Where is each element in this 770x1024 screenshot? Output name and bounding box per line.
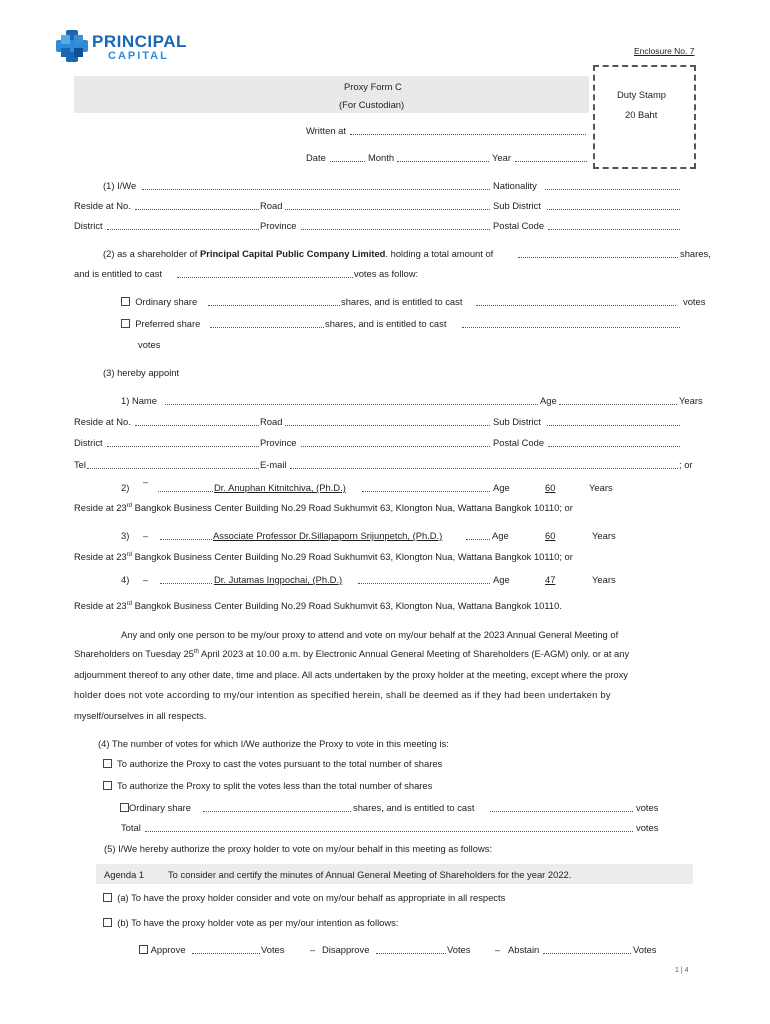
agenda-option-a: (a) To have the proxy holder consider and vote on my/our behalf as appropriate in all respects [103,892,505,903]
nationality-field[interactable] [545,189,680,190]
ordinary-share-row: Ordinary share [121,296,197,307]
logo-wordmark: PRINCIPAL [92,32,187,51]
ordinary-share-field[interactable] [208,305,340,306]
approve-row: Approve [139,944,186,955]
preferred-votes-field[interactable] [462,327,680,328]
road-label: Road [260,200,283,211]
option-a-checkbox[interactable] [103,893,112,902]
disapprove-label: Disapprove [322,944,370,955]
preferred-share-checkbox[interactable] [121,319,130,328]
disapprove-mark[interactable]: – [310,944,316,955]
split-ordinary-field[interactable] [203,811,351,812]
nationality-label: Nationality [493,180,537,191]
proxy2-age: 60 [545,482,556,493]
shares-label: shares, [680,248,711,259]
proxy1-age-field[interactable] [559,404,677,405]
proxy3-age-label: Age [492,530,509,541]
total-votes-label: votes [636,822,659,833]
preferred-share-row: Preferred share [121,318,200,329]
ordinary-entitled-label: shares, and is entitled to cast [341,296,463,307]
proxy3-address: Reside at 23rd Bangkok Business Center Building No.29 Road Sukhumvit 63, Klongton Nua, Wattana Bangkok 10110; or [74,551,573,562]
postal-code-label: Postal Code [493,220,545,231]
paragraph-line-5: myself/ourselves in all respects. [74,710,207,721]
split-ordinary-row: Ordinary share [120,802,191,813]
proxy1-district-label: District [74,437,103,448]
preferred-share-field[interactable] [210,327,324,328]
logo-subwordmark: CAPITAL [108,50,169,62]
proxy1-sub-district-label: Sub District [493,416,541,427]
proxy1-reside-label: Reside at No. [74,416,131,427]
sub-district-field[interactable] [547,209,680,210]
proxy1-postal-field[interactable] [548,446,680,447]
principal-logo-icon [54,28,90,64]
agenda-title: To consider and certify the minutes of Annual General Meeting of Shareholders for the year 2022. [168,869,572,880]
iwe-field[interactable] [142,189,490,190]
proxy4-age: 47 [545,574,556,585]
proxy3-years-label: Years [592,530,616,541]
proxy4-name-trail [358,583,490,584]
proxy1-age-label: Age [540,395,557,406]
road-field[interactable] [285,209,490,210]
proxy2-number: 2) [121,482,130,493]
appoint-label: (3) hereby appoint [103,367,180,378]
stamp-amount: 20 Baht [625,109,658,120]
district-label: District [74,220,103,231]
proxy4-name: Dr. Jutamas Ingpochai, (Ph.D.) [214,574,343,585]
authorize-total-checkbox[interactable] [103,759,112,768]
proxy2-age-label: Age [493,482,510,493]
disapprove-votes-label: Votes [447,944,471,955]
proxy1-email-field[interactable] [290,468,678,469]
agenda-label: Agenda 1 [104,869,145,880]
form-title: Proxy Form C [344,81,402,92]
paragraph-line-1: Any and only one person to be my/our proxy to attend and vote on my/our behalf at the 2023 Annual General Meeting of [121,629,619,640]
proxy4-checkbox-mark[interactable]: – [143,574,149,585]
entitled-label: and is entitled to cast [74,268,163,279]
month-field[interactable] [397,161,489,162]
proxy2-years-label: Years [589,482,613,493]
approve-checkbox[interactable] [139,945,148,954]
enclosure-label: Enclosure No. 7 [634,46,695,56]
proxy4-age-label: Age [493,574,510,585]
abstain-label: Abstain [508,944,540,955]
province-field[interactable] [301,229,490,230]
proxy2-name-trail [362,491,490,492]
proxy4-number: 4) [121,574,130,585]
proxy1-province-field[interactable] [301,446,490,447]
paragraph-line-4: holder does not vote according to my/our intention as specified herein, shall be deemed as if they had been undertaken by [74,689,611,700]
proxy2-checkbox-mark[interactable]: – [143,476,149,487]
preferred-entitled-label: shares, and is entitled to cast [325,318,447,329]
proxy3-age: 60 [545,530,556,541]
total-shares-field[interactable] [518,257,678,258]
proxy3-name: Associate Professor Dr.Sillapaporn Srijunpetch, (Ph.D.) [213,530,443,541]
proxy1-road-field[interactable] [285,425,490,426]
iwe-label: (1) I/We [103,180,137,191]
page-number: 1 | 4 [675,967,689,974]
ordinary-votes-label: votes [683,296,706,307]
proxy1-or-label: ; or [679,459,693,470]
shareholder-sentence: (2) as a shareholder of Principal Capital Public Company Limited. holding a total amount of [103,248,494,259]
total-field[interactable] [145,831,633,832]
section4-option2: To authorize the Proxy to split the votes less than the total number of shares [103,780,432,791]
authorize-split-checkbox[interactable] [103,781,112,790]
approve-votes-label: Votes [261,944,285,955]
section5-intro: (5) I/We hereby authorize the proxy holder to vote on my/our behalf in this meeting as follows: [104,843,493,854]
disapprove-votes-field[interactable] [376,953,446,954]
title-band [74,76,589,113]
split-entitled-label: shares, and is entitled to cast [353,802,475,813]
preferred-votes-label: votes [138,339,161,350]
approve-votes-field[interactable] [192,953,260,954]
entitled-votes-field[interactable] [177,277,353,278]
proxy1-province-label: Province [260,437,297,448]
proxy1-email-label: E-mail [260,459,287,470]
proxy1-name-label: 1) Name [121,395,157,406]
proxy1-tel-field[interactable] [87,468,259,469]
split-ordinary-checkbox[interactable] [120,803,129,812]
abstain-mark[interactable]: – [495,944,501,955]
abstain-votes-field[interactable] [543,953,631,954]
proxy1-sub-district-field[interactable] [547,425,680,426]
year-field[interactable] [515,161,587,162]
paragraph-line-3: adjournment thereof to any other date, time and place. All acts undertaken by the proxy holder at the meeting, except where the proxy [74,669,628,680]
section4-option1: To authorize the Proxy to cast the votes pursuant to the total number of shares [103,758,442,769]
proxy2-name-lead [158,491,213,492]
total-label: Total [121,822,141,833]
proxy1-tel-label: Tel [74,459,86,470]
agenda-option-b: (b) To have the proxy holder vote as per my/our intention as follows: [103,917,398,928]
province-label: Province [260,220,297,231]
month-label: Month [368,152,395,163]
ordinary-votes-field[interactable] [476,305,676,306]
form-subtitle: (For Custodian) [339,99,405,110]
option-b-checkbox[interactable] [103,918,112,927]
proxy1-road-label: Road [260,416,283,427]
date-field[interactable] [330,161,365,162]
proxy4-address: Reside at 23rd Bangkok Business Center Building No.29 Road Sukhumvit 63, Klongton Nua, Wattana Bangkok 10110. [74,600,562,611]
proxy4-name-lead [160,583,212,584]
split-votes-field[interactable] [490,811,633,812]
proxy2-address: Reside at 23rd Bangkok Business Center Building No.29 Road Sukhumvit 63, Klongton Nua, Wattana Bangkok 10110; or [74,502,573,513]
written-at-label: Written at [306,125,346,136]
abstain-votes-label: Votes [633,944,657,955]
district-field[interactable] [107,229,259,230]
section4-intro: (4) The number of votes for which I/We authorize the Proxy to vote in this meeting is: [98,738,449,749]
postal-code-field[interactable] [548,229,680,230]
proxy1-district-field[interactable] [107,446,259,447]
proxy1-postal-label: Postal Code [493,437,545,448]
ordinary-share-checkbox[interactable] [121,297,130,306]
reside-field[interactable] [135,209,259,210]
votes-as-follow-label: votes as follow: [354,268,419,279]
proxy3-name-trail [466,539,490,540]
split-votes-label: votes [636,802,659,813]
year-label: Year [492,152,511,163]
proxy4-years-label: Years [592,574,616,585]
sub-district-label: Sub District [493,200,541,211]
proxy1-name-field[interactable] [165,404,538,405]
proxy3-number: 3) [121,530,130,541]
stamp-label: Duty Stamp [617,89,666,100]
proxy1-reside-field[interactable] [135,425,259,426]
proxy1-years-label: Years [679,395,703,406]
proxy3-checkbox-mark[interactable]: – [143,530,149,541]
proxy3-name-lead [160,539,212,540]
date-label: Date [306,152,326,163]
written-at-field[interactable] [350,134,586,135]
paragraph-line-2: Shareholders on Tuesday 25th April 2023 at 10.00 a.m. by Electronic Annual General Meeting of Shareholders (E-AGM) only. or at any [74,648,630,659]
reside-label: Reside at No. [74,200,131,211]
proxy2-name: Dr. Anuphan Kitnitchiva, (Ph.D.) [214,482,346,493]
